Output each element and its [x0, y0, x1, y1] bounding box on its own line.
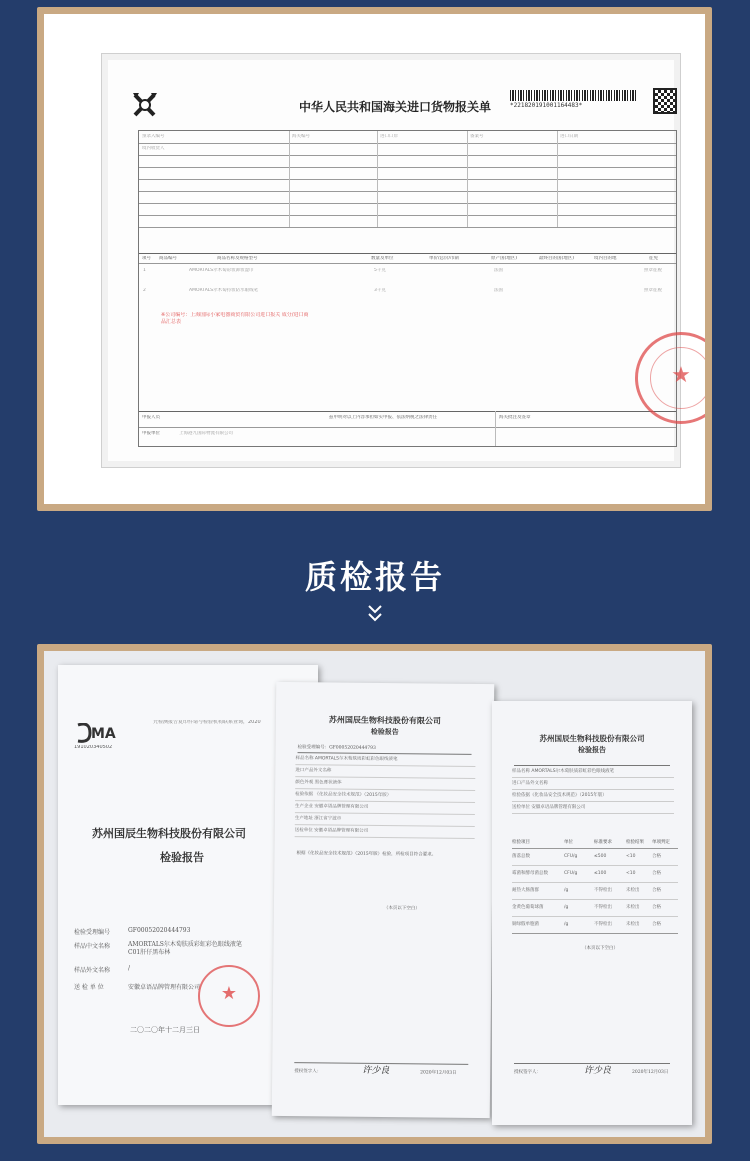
- customs-emblem-icon: [132, 91, 158, 119]
- report3-row: 样品名称 AMORTALS尔木萄肤质彩虹彩色眼线液笔: [512, 767, 674, 778]
- cell: <10: [626, 854, 636, 859]
- report2-row: 样品名称 AMORTALS尔木萄肤质彩虹彩色眼线液笔: [295, 754, 475, 767]
- cell: 霉菌和酵母菌总数: [512, 871, 548, 876]
- header-label: 海关编号: [292, 134, 310, 139]
- barcode-number: *221820191001164483*: [510, 102, 583, 109]
- report2-signer-label: 授权签字人：: [294, 1069, 322, 1075]
- report3-company: 苏州国辰生物科技股份有限公司: [539, 734, 645, 743]
- goods-row-origin: 法国: [494, 268, 503, 273]
- cover-field-label: 检验受理编号: [74, 929, 111, 936]
- cover-field-label: 样品外文名称: [74, 967, 111, 974]
- report3-title: 检验报告: [578, 745, 606, 754]
- report3-date: 2020年12月03日: [632, 1070, 669, 1075]
- section-title: 质检报告: [304, 558, 445, 596]
- cell: 金黄色葡萄球菌: [512, 905, 544, 910]
- goods-col-header: 原产国(地区): [491, 256, 518, 261]
- report-page-2: [272, 682, 495, 1118]
- cover-field-label: 样品中文名称: [74, 943, 111, 950]
- cover-field-value: /: [128, 965, 131, 972]
- report2-company: 苏州国辰生物科技股份有限公司: [328, 714, 441, 726]
- goods-row-levy: 照章征税: [644, 268, 662, 273]
- report2-row: 生产地址 浙江省宁波市: [295, 814, 475, 827]
- bottom-label: 申报单位: [142, 431, 160, 436]
- table-row: [512, 849, 678, 866]
- cell: 不得检出: [594, 905, 612, 910]
- goods-row-levy: 照章征税: [644, 288, 662, 293]
- red-annotation: ※公司编号：上海国际小家电器商贸有限公司进口报关 成分/进口商品汇总表: [161, 312, 309, 325]
- cell: 不得检出: [594, 922, 612, 927]
- header-label: 进口口岸: [380, 134, 398, 139]
- report2-title: 检验报告: [370, 726, 399, 737]
- cell: /g: [564, 922, 569, 927]
- cell: /g: [564, 888, 569, 893]
- report3-continued: （本页以下空白）: [582, 946, 618, 951]
- goods-col-header: 征免: [649, 256, 658, 261]
- report2-row: 生产企业 安徽卓语品牌管理有限公司: [295, 802, 475, 815]
- report3-results-table: [512, 837, 678, 934]
- report3-row: 进口产品外文名称: [512, 779, 674, 790]
- customs-form-title: 中华人民共和国海关进口货物报关单: [299, 100, 492, 114]
- report2-row: 进口产品外文名称: [295, 766, 475, 779]
- goods-col-header: 商品名称及规格型号: [217, 256, 258, 261]
- cell: 合格: [652, 854, 661, 859]
- cma-logo: [76, 723, 116, 743]
- customs-red-seal: ★: [635, 332, 705, 424]
- cell: 不得检出: [594, 888, 612, 893]
- table-row: [512, 866, 678, 883]
- cover-notice: 凭检测报告复印件请与检验机构联系查询，2020: [153, 720, 261, 725]
- consignor-label: 境内收货人: [142, 146, 165, 151]
- report3-col-header: 检验结果: [626, 840, 644, 845]
- report-page-3: [492, 701, 692, 1125]
- report3-row: 检验依据《化妆品安全技术规范》（2015年版）: [512, 791, 674, 802]
- header-label: 预录入编号: [142, 134, 165, 139]
- cover-red-seal: ★: [198, 965, 260, 1027]
- customs-declaration-form: [101, 53, 691, 468]
- qr-code-icon: [653, 88, 677, 114]
- customs-photo-frame: [37, 7, 712, 511]
- report2-signature: 许少良: [362, 1065, 390, 1077]
- cell: 合格: [652, 888, 661, 893]
- report3-col-header: 检验项目: [512, 840, 530, 845]
- goods-col-header: 商品编号: [159, 256, 177, 261]
- cover-date: 二〇二〇年十二月三日: [130, 1026, 200, 1034]
- cover-field-value: 安徽卓语品牌管理有限公司: [128, 984, 201, 991]
- goods-col-header: 境内目的地: [594, 256, 617, 261]
- cell: 合格: [652, 922, 661, 927]
- report3-signature: 许少良: [584, 1066, 612, 1076]
- report2-row: 送检单位 安徽卓语品牌管理有限公司: [295, 826, 475, 839]
- report2-date: 2020年12月03日: [420, 1070, 457, 1076]
- declarant-name: 上海港九国际物流有限公司: [179, 431, 233, 436]
- chevron-down-icon: [366, 604, 384, 624]
- cover-field-label: 送 检 单 位: [74, 984, 104, 991]
- cover-company: 苏州国辰生物科技股份有限公司: [92, 827, 246, 840]
- cell: 合格: [652, 905, 661, 910]
- report3-row: 送检单位 安徽卓语品牌管理有限公司: [512, 803, 674, 814]
- cell: /g: [564, 905, 569, 910]
- report3-signer-label: 授权签字人：: [514, 1070, 541, 1075]
- report2-row: 颜色外观 黑色膏状液体: [295, 778, 475, 791]
- goods-col-header: 项号: [142, 256, 151, 261]
- report3-col-header: 标准要求: [594, 840, 612, 845]
- cell: ≤500: [594, 854, 607, 859]
- report2-continued: （本页以下空白）: [383, 906, 420, 912]
- barcode: [510, 90, 636, 101]
- goods-row-no: 1: [143, 268, 146, 273]
- cell: 耐热大肠菌群: [512, 888, 539, 893]
- bottom-label: 海关批注及签章: [499, 415, 531, 420]
- table-row: [512, 900, 678, 917]
- goods-col-header: 数量及单位: [371, 256, 394, 261]
- goods-row-no: 2: [143, 288, 146, 293]
- cover-report-title: 检验报告: [160, 851, 204, 864]
- cma-number: 191020340502: [74, 745, 113, 750]
- goods-row-qty: 5千克: [374, 268, 386, 273]
- goods-col-header: 单价/总价/币制: [429, 256, 460, 261]
- table-row: [512, 917, 678, 934]
- cell: ≤100: [594, 871, 607, 876]
- cell: 未检出: [626, 922, 640, 927]
- cell: 合格: [652, 871, 661, 876]
- cover-field-value: AMORTALS尔木萄肤质彩虹彩色眼线液笔 C01肝仔黑布林: [128, 941, 242, 956]
- cell: CFU/g: [564, 854, 578, 859]
- cover-field-value: GF00052020444793: [128, 927, 191, 934]
- cell: 铜绿假单胞菌: [512, 922, 539, 927]
- goods-col-header: 最终目的国(地区): [539, 256, 575, 261]
- report2-conclusion: 根据《化妆品安全技术规范》（2015年版）检验，所检项目符合要求。: [296, 851, 437, 858]
- cell: 未检出: [626, 905, 640, 910]
- table-row: [512, 883, 678, 900]
- goods-row-origin: 法国: [494, 288, 503, 293]
- goods-row-name: AMORTALS尔木萄彩妆卸妆湿巾: [189, 268, 254, 273]
- bottom-label: 兹申明对以上内容承担如实申报、依法纳税之法律责任: [329, 415, 437, 420]
- report2-receipt-no: 检验受理编号：GF00052020444793: [297, 745, 376, 751]
- report3-col-header: 单位: [564, 840, 573, 845]
- cell: 未检出: [626, 888, 640, 893]
- cell: 菌落总数: [512, 854, 530, 859]
- report3-col-header: 单项判定: [652, 840, 670, 845]
- header-label: 备案号: [470, 134, 484, 139]
- bottom-label: 申报人员: [142, 415, 160, 420]
- reports-photo-frame: [37, 644, 712, 1144]
- report2-row: 检验依据 《化妆品安全技术规范》（2015年版）: [295, 790, 475, 803]
- cell: CFU/g: [564, 871, 578, 876]
- goods-row-qty: 3千克: [374, 288, 386, 293]
- header-label: 进口日期: [560, 134, 578, 139]
- svg-text:MA: MA: [91, 726, 116, 742]
- goods-row-name: AMORTALS尔木萄持妆防水眼线笔: [189, 288, 259, 293]
- cell: <10: [626, 871, 636, 876]
- declaration-table: [138, 130, 677, 447]
